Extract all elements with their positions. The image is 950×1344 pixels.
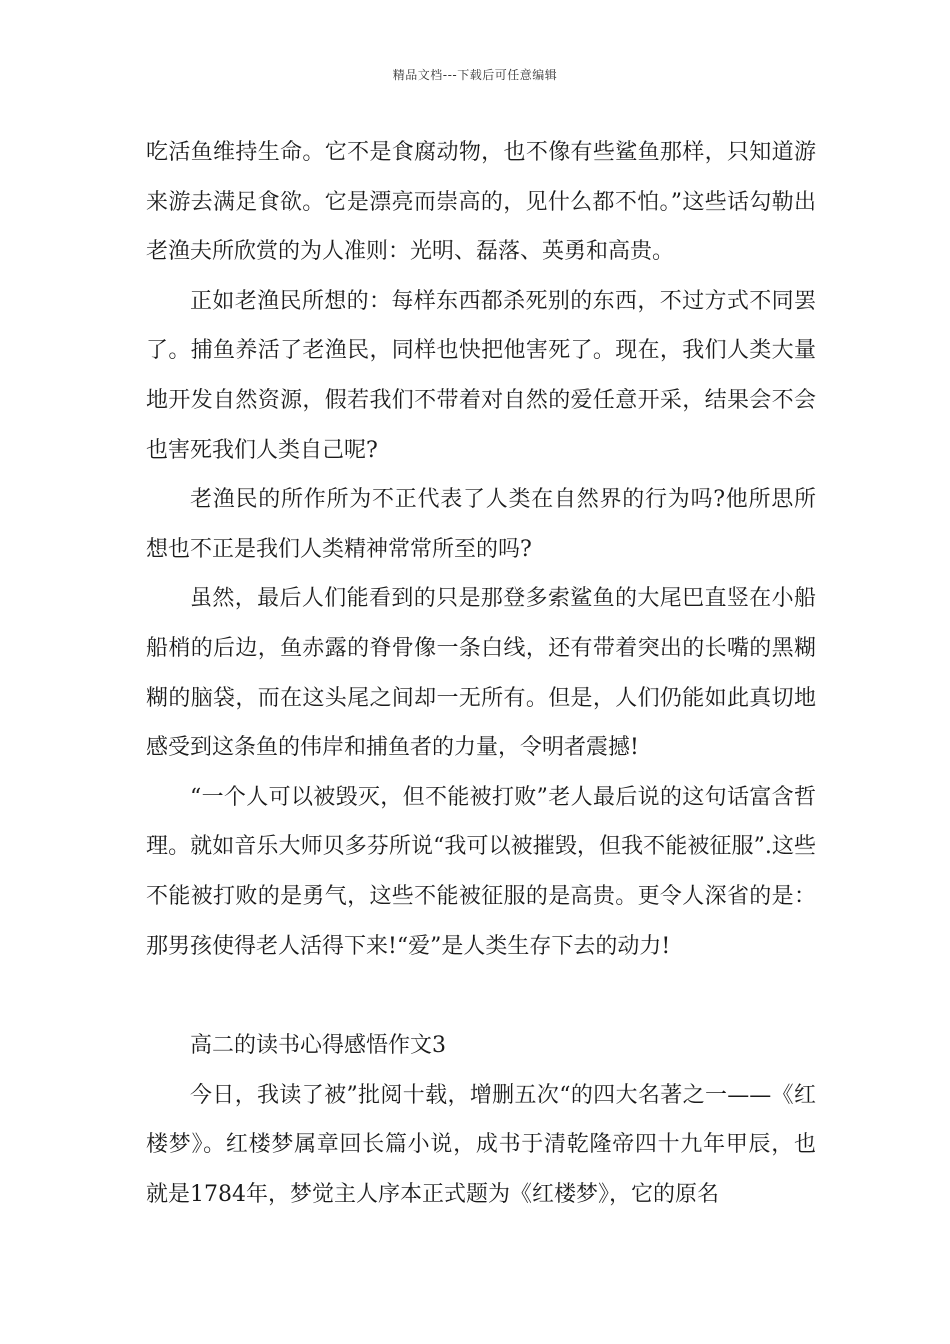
section-heading: 高二的读书心得感悟作文3 bbox=[190, 1033, 446, 1059]
document-body bbox=[146, 128, 816, 1219]
section-paragraph-1: 今日，我读了被”批阅十载，增删五次“的四大名著之一——《红楼梦》。红楼梦属章回长篇小说，成书于清乾隆帝四十九年甲辰，也就是1784年，梦觉主人序本正式题为《红楼梦》，它的原名 bbox=[146, 1082, 816, 1207]
paragraph-4: 虽然，最后人们能看到的只是那登多索鲨鱼的大尾巴直竖在小船船梢的后边，鱼赤露的脊骨像一条白线，还有带着突出的长嘴的黑糊糊的脑袋，而在这头尾之间却一无所有。但是，人们仍能如此真切地感受到这条鱼的伟岸和捕鱼者的力量，令明者震撼! bbox=[146, 586, 816, 761]
paragraph-3: 老渔民的所作所为不正代表了人类在自然界的行为吗?他所思所想也不正是我们人类精神常常所至的吗? bbox=[146, 487, 816, 562]
paragraph-2: 正如老渔民所想的：每样东西都杀死别的东西，不过方式不同罢了。捕鱼养活了老渔民，同样也快把他害死了。现在，我们人类大量地开发自然资源，假若我们不带着对自然的爱任意开采，结果会不会也害死我们人类自己呢? bbox=[146, 288, 816, 463]
paragraph-5: “一个人可以被毁灭，但不能被打败”老人最后说的这句话富含哲理。就如音乐大师贝多芬所说“我可以被摧毁，但我不能被征服”.这些不能被打败的是勇气，这些不能被征服的是高贵。更令人深省的是：那男孩使得老人活得下来!“爱”是人类生存下去的动力! bbox=[146, 784, 816, 959]
paragraph-1: 吃活鱼维持生命。它不是食腐动物，也不像有些鲨鱼那样，只知道游来游去满足食欲。它是漂亮而崇高的，见什么都不怕。”这些话勾勒出老渔夫所欣赏的为人准则：光明、磊落、英勇和高贵。 bbox=[146, 140, 816, 265]
page-header: 精品文档---下载后可任意编辑 bbox=[392, 68, 558, 82]
